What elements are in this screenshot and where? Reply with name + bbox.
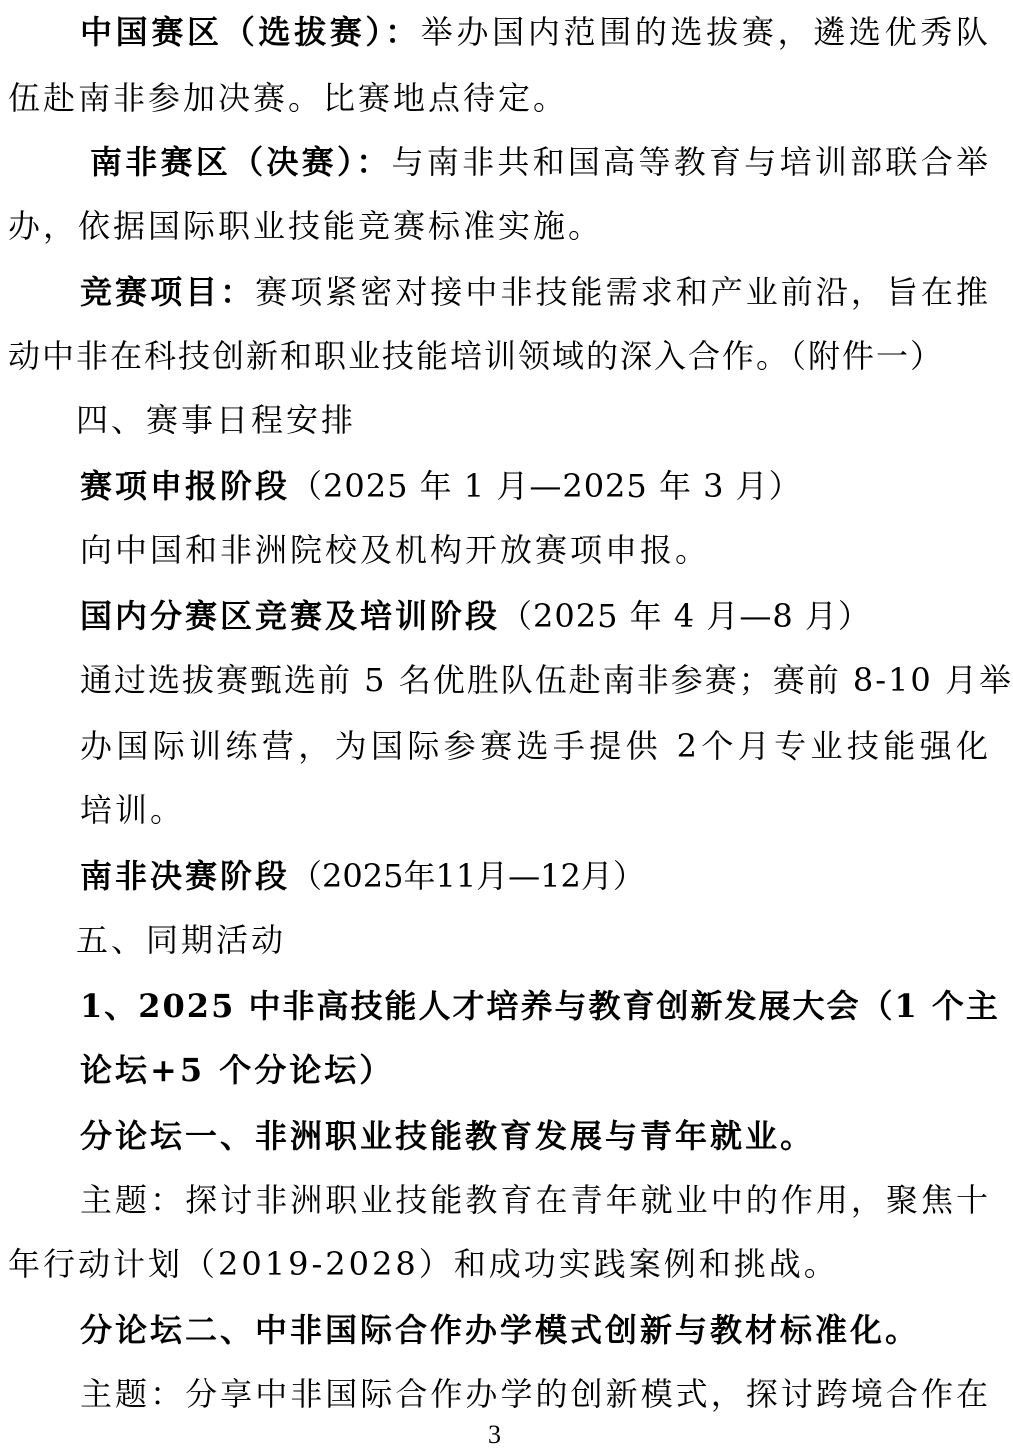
- stage-2-line: [80, 596, 871, 636]
- activity-1-line-2: 论坛+5 个分论坛）: [80, 1051, 395, 1089]
- china-division-line-2: 伍赴南非参加决赛。比赛地点待定。: [8, 79, 569, 117]
- page-number: 3: [488, 1420, 501, 1449]
- sa-division-colon: ：: [356, 143, 392, 181]
- stage-2-body-3: 培训。: [80, 791, 186, 829]
- items-line-2: 动中非在科技创新和职业技能培训领域的深入合作。（附件一）: [8, 337, 945, 375]
- stage-3-dates: （2025年11月—12月）: [290, 857, 645, 895]
- forum-2-theme-1: 主题：分享中非国际合作办学的创新模式，探讨跨境合作在: [80, 1375, 990, 1413]
- china-division-colon: ：: [385, 13, 421, 51]
- forum-1-title: 分论坛一、非洲职业技能教育发展与青年就业。: [80, 1117, 816, 1155]
- china-division-line-1: [10, 12, 990, 52]
- stage-2-body-1: 通过选拔赛甄选前 5 名优胜队伍赴南非参赛；赛前 8-10 月举: [80, 661, 1013, 699]
- activity-1-line-1: 1、2025 中非高技能人才培养与教育创新发展大会（1 个主: [80, 987, 1000, 1025]
- china-division-label: 中国赛区（选拔赛）: [80, 13, 386, 51]
- section-5-heading: 五、同期活动: [76, 921, 287, 959]
- items-line-1: [10, 272, 990, 312]
- forum-2-title: 分论坛二、中非国际合作办学模式创新与教材标准化。: [80, 1311, 921, 1349]
- stage-3-line: [80, 856, 645, 896]
- china-division-text-1: 举办国内范围的选拔赛，遴选优秀队: [420, 13, 990, 51]
- sa-division-label: 南非赛区（决赛）: [90, 143, 357, 181]
- items-colon: ：: [220, 273, 256, 311]
- stage-1-dates: （2025 年 1 月—2025 年 3 月）: [290, 467, 802, 505]
- stage-1-body: 向中国和非洲院校及机构开放赛项申报。: [80, 531, 711, 569]
- stage-2-body-2: 办国际训练营，为国际参赛选手提供 2个月专业技能强化: [80, 727, 990, 765]
- stage-3-title: 南非决赛阶段: [80, 857, 291, 895]
- stage-2-title: 国内分赛区竞赛及培训阶段: [80, 597, 501, 635]
- items-text-1: 赛项紧密对接中非技能需求和产业前沿，旨在推: [255, 273, 990, 311]
- sa-division-line-1: [10, 142, 990, 182]
- sa-division-line-2: 办，依据国际职业技能竞赛标准实施。: [8, 207, 604, 245]
- sa-division-text-1: 与南非共和国高等教育与培训部联合举: [391, 143, 990, 181]
- items-label: 竞赛项目: [80, 273, 221, 311]
- stage-1-line: [80, 466, 802, 506]
- forum-1-theme-1: 主题：探讨非洲职业技能教育在青年就业中的作用，聚焦十: [80, 1181, 990, 1219]
- forum-1-theme-2: 年行动计划（2019-2028）和成功实践案例和挑战。: [8, 1245, 839, 1283]
- stage-1-title: 赛项申报阶段: [80, 467, 291, 505]
- stage-2-dates: （2025 年 4 月—8 月）: [500, 597, 871, 635]
- section-4-heading: 四、赛事日程安排: [76, 401, 357, 439]
